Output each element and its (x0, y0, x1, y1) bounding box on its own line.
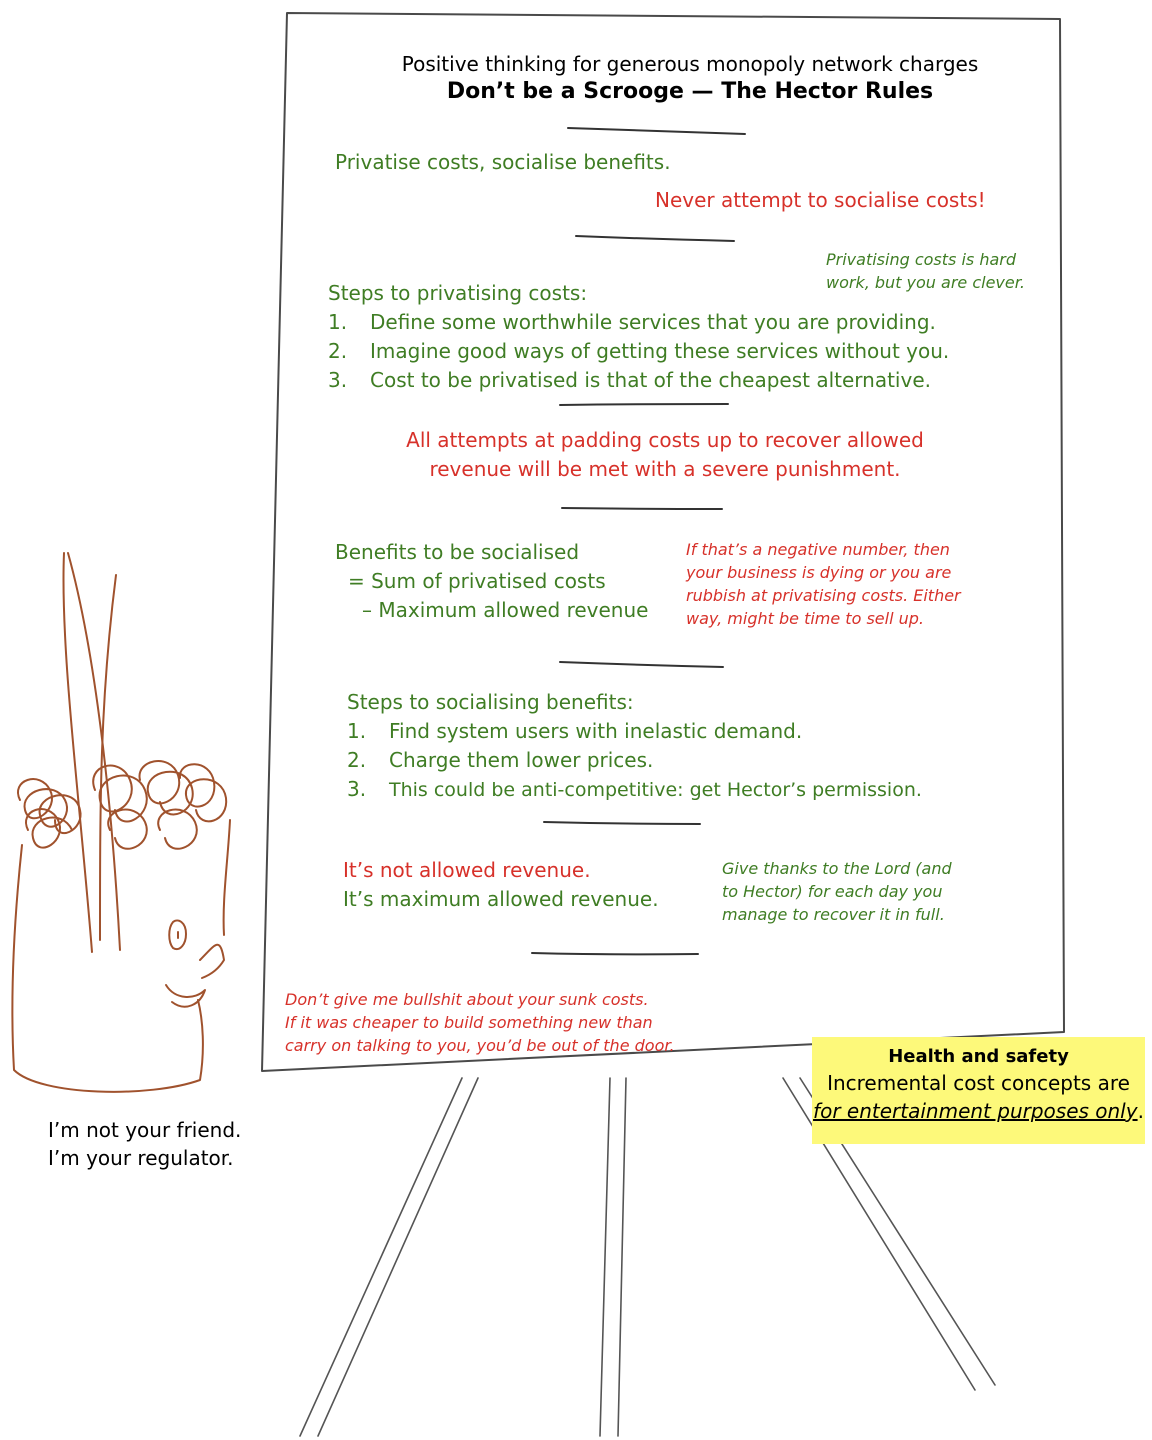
list-item (328, 337, 949, 366)
caption-line: I’m your regulator. (48, 1146, 234, 1170)
note-line: manage to recover it in full. (722, 905, 945, 924)
maximum-allowed-revenue: It’s maximum allowed revenue. (343, 887, 659, 911)
list-item (347, 717, 922, 746)
formula-line: = Sum of privatised costs (348, 569, 606, 593)
note-line: your business is dying or you are (686, 563, 952, 582)
step-text: Find system users with inelastic demand. (389, 719, 803, 743)
step-text: This could be anti-competitive: get Hector’s permission. (389, 779, 922, 801)
poster-subtitle: Positive thinking for generous monopoly network charges (401, 52, 979, 76)
socialising-steps-heading: Steps to socialising benefits: (347, 690, 634, 714)
step-number: 1. (328, 310, 348, 334)
warning-socialise-costs: Never attempt to socialise costs! (655, 188, 986, 212)
regulator-caption (48, 1116, 241, 1172)
list-item (328, 308, 949, 337)
benefits-formula (335, 538, 648, 625)
privatising-note-line: work, but you are clever. (826, 273, 1025, 292)
thanks-note (722, 857, 952, 926)
health-safety-note (812, 1037, 1145, 1144)
caption-line: I’m not your friend. (48, 1118, 242, 1142)
privatising-steps-list (328, 308, 949, 395)
step-number: 2. (347, 748, 367, 772)
not-allowed-revenue: It’s not allowed revenue. (343, 858, 591, 882)
negative-number-note (686, 538, 961, 630)
health-safety-period: . (1137, 1099, 1144, 1123)
step-text: Define some worthwhile services that you are providing. (370, 310, 936, 334)
note-line: Give thanks to the Lord (and (722, 859, 952, 878)
step-number: 3. (328, 368, 348, 392)
note-line: carry on talking to you, you’d be out of the door. (285, 1036, 675, 1055)
note-line: rubbish at privatising costs. Either (686, 586, 961, 605)
poster-title: Don’t be a Scrooge — The Hector Rules (446, 79, 934, 104)
step-text: Imagine good ways of getting these services without you. (370, 339, 950, 363)
padding-warning-line: revenue will be met with a severe punishment. (429, 457, 901, 481)
step-text: Charge them lower prices. (389, 748, 654, 772)
formula-line: Benefits to be socialised (335, 540, 580, 564)
regulator-doodle (12, 553, 230, 1092)
formula-line: – Maximum allowed revenue (362, 598, 649, 622)
step-text: Cost to be privatised is that of the cheapest alternative. (370, 368, 931, 392)
note-line: If it was cheaper to build something new than (285, 1013, 653, 1032)
note-line: way, might be time to sell up. (686, 609, 924, 628)
note-line: to Hector) for each day you (722, 882, 943, 901)
note-line: Don’t give me bullshit about your sunk costs. (285, 990, 649, 1009)
sunk-costs-note (285, 988, 675, 1057)
health-safety-line (812, 1097, 1145, 1125)
socialising-steps (347, 688, 922, 805)
health-safety-title: Health and safety (888, 1046, 1069, 1067)
step-number: 2. (328, 339, 348, 363)
list-item (347, 775, 922, 805)
padding-warning-line: All attempts at padding costs up to recover allowed (406, 428, 924, 452)
privatising-note-line: Privatising costs is hard (826, 250, 1016, 269)
socialising-steps-list (347, 717, 922, 805)
health-safety-line: Incremental cost concepts are (827, 1071, 1130, 1095)
step-number: 1. (347, 719, 367, 743)
rule-privatise-socialise: Privatise costs, socialise benefits. (335, 150, 671, 174)
list-item (328, 366, 949, 395)
padding-warning (380, 426, 950, 484)
step-number: 3. (347, 777, 367, 801)
list-item (347, 746, 922, 775)
privatising-steps-heading: Steps to privatising costs: (328, 281, 588, 305)
privatising-steps (328, 279, 949, 395)
entertainment-purposes-text: for entertainment purposes only (813, 1099, 1138, 1123)
note-line: If that’s a negative number, then (686, 540, 950, 559)
